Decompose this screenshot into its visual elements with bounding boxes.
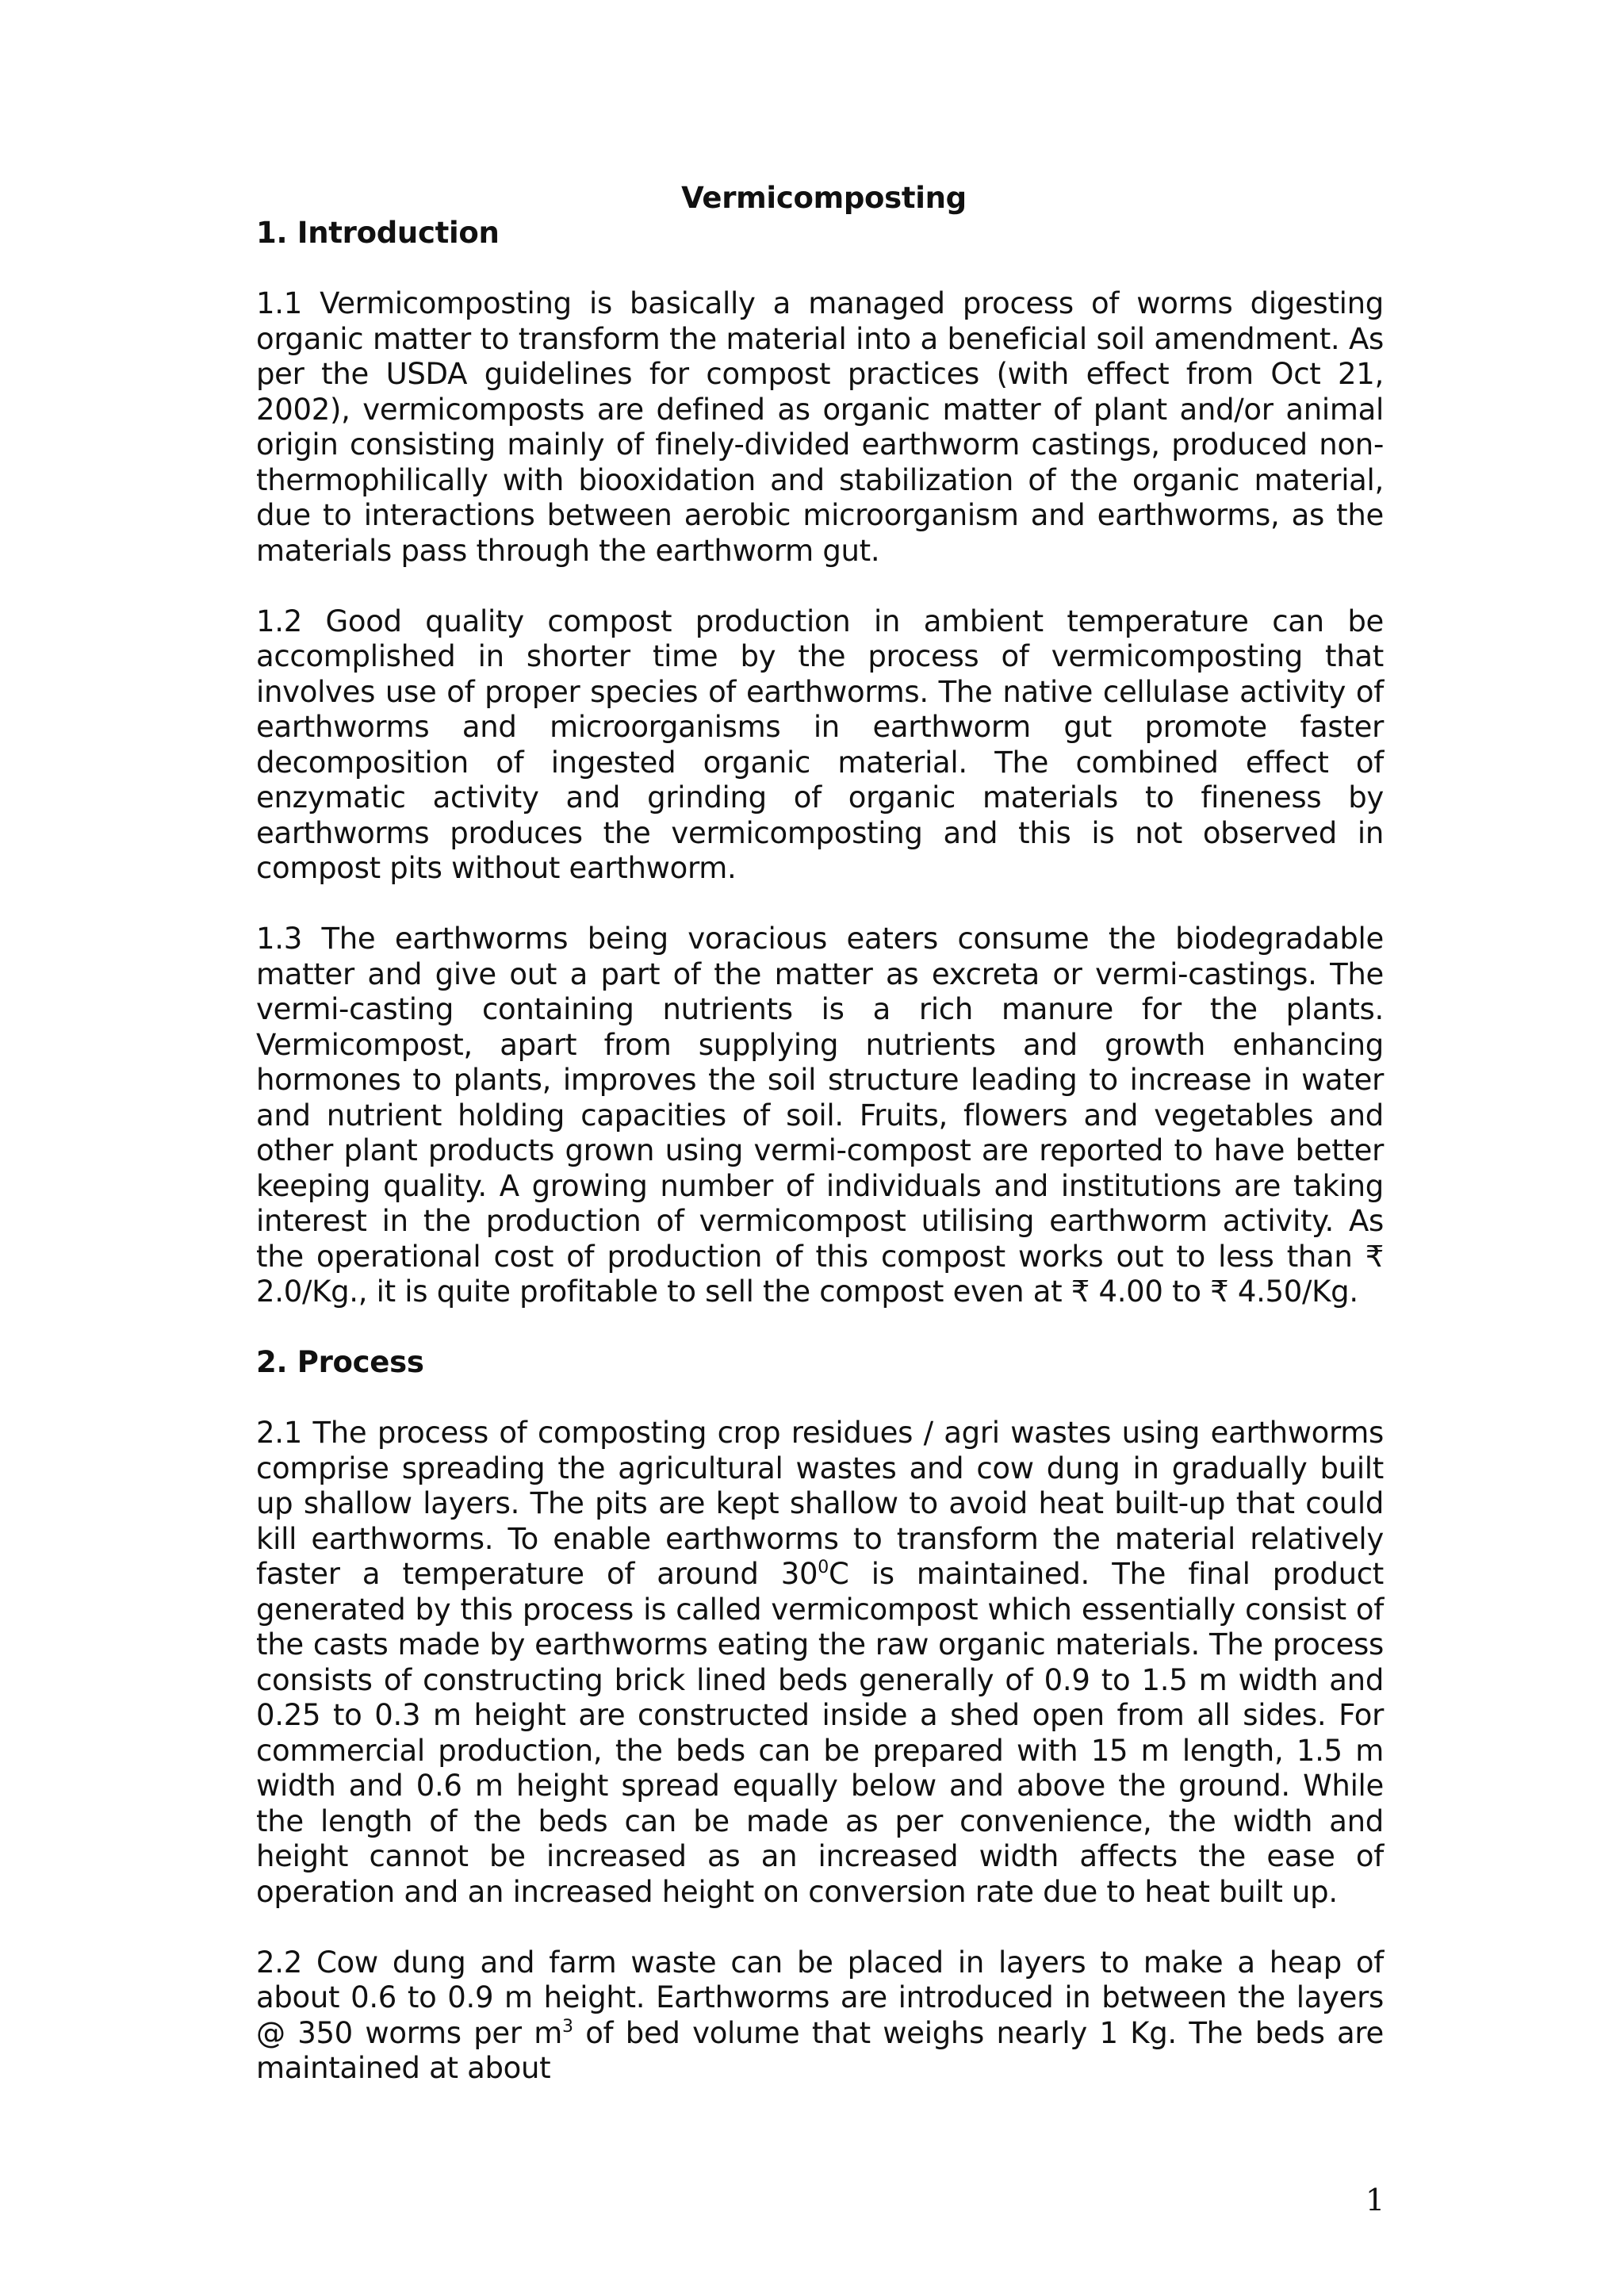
- spacer: [256, 251, 1384, 287]
- paragraph-2-2-text-a: 2.2 Cow dung and farm waste can be placed in layers to make a heap of about 0.6 to 0.9 m height. Earthworms are introduced in between the layers @ 350 worms per m: [256, 1945, 1384, 2050]
- page-number: 1: [1365, 2183, 1385, 2217]
- section-heading-process: 2. Process: [256, 1345, 424, 1379]
- paragraph-1-3: 1.3 The earthworms being voracious eaters consume the biodegradable matter and give out a part of the matter as excreta or vermi-castings. The vermi-casting containing nutrients is a rich manure for the plants. Vermicompost, apart from supplying nutrients and growth enhancing hormones to plants, improves the soil structure leading to increase in water and nutrient holding capacities of soil. Fruits, flowers and vegetables and other plant products grown using vermi-compost are reported to have better keeping quality. A growing number of individuals and institutions are taking interest in the production of vermicompost utilising earthworm activity. As the operational cost of production of this compost works out to less than ₹ 2.0/Kg., it is quite profitable to sell the compost even at ₹ 4.00 to ₹ 4.50/Kg.: [256, 922, 1384, 1309]
- paragraph-2-2: [256, 1945, 1384, 2087]
- superscript-degree: 0: [818, 1558, 829, 1577]
- paragraph-2-1-text-a: 2.1 The process of composting crop residues / agri wastes using earthworms comprise spreading the agricultural wastes and cow dung in gradually built up shallow layers. The pits are kept shallow to avoid heat built-up that could kill earthworms. To enable earthworms to transform the material relatively faster a temperature of around 30: [256, 1416, 1384, 1591]
- paragraph-1-1: 1.1 Vermicomposting is basically a managed process of worms digesting organic matter to transform the material into a beneficial soil amendment. As per the USDA guidelines for compost practices (with effect from Oct 21, 2002), vermicomposts are defined as organic matter of plant and/or animal origin consisting mainly of finely-divided earthworm castings, produced non-thermophilically with biooxidation and stabilization of the organic material, due to interactions between aerobic microorganism and earthworms, as the materials pass through the earthworm gut.: [256, 286, 1384, 568]
- document-body: [256, 181, 1384, 2087]
- spacer: [256, 887, 1384, 922]
- document-title: Vermicomposting: [681, 181, 967, 215]
- paragraph-2-1-text-b: C is maintained. The final product generated by this process is called vermicompost which essentially consist of the casts made by earthworms eating the raw organic materials. The process consists of constructing brick lined beds generally of 0.9 to 1.5 m width and 0.25 to 0.3 m height are constructed inside a shed open from all sides. For commercial production, the beds can be prepared with 15 m length, 1.5 m width and 0.6 m height spread equally below and above the ground. While the length of the beds can be made as per convenience, the width and height cannot be increased as an increased width affects the ease of operation and an increased height on conversion rate due to heat built up.: [256, 1557, 1385, 1909]
- superscript-cubic: 3: [562, 2016, 573, 2037]
- spacer: [256, 1910, 1384, 1945]
- paragraph-2-2-text-b: of bed volume that weighs nearly 1 Kg. The beds are maintained at about: [256, 2015, 1384, 2085]
- paragraph-2-1: [256, 1416, 1384, 1910]
- spacer: [256, 1381, 1384, 1416]
- spacer: [256, 1310, 1384, 1346]
- paragraph-1-2: 1.2 Good quality compost production in ambient temperature can be accomplished in shorter time by the process of vermicomposting that involves use of proper species of earthworms. The native cellulase activity of earthworms and microorganisms in earthworm gut promote faster decomposition of ingested organic material. The combined effect of enzymatic activity and grinding of organic materials to fineness by earthworms produces the vermicomposting and this is not observed in compost pits without earthworm.: [256, 604, 1384, 885]
- spacer: [256, 569, 1384, 604]
- section-heading-introduction: 1. Introduction: [256, 216, 500, 250]
